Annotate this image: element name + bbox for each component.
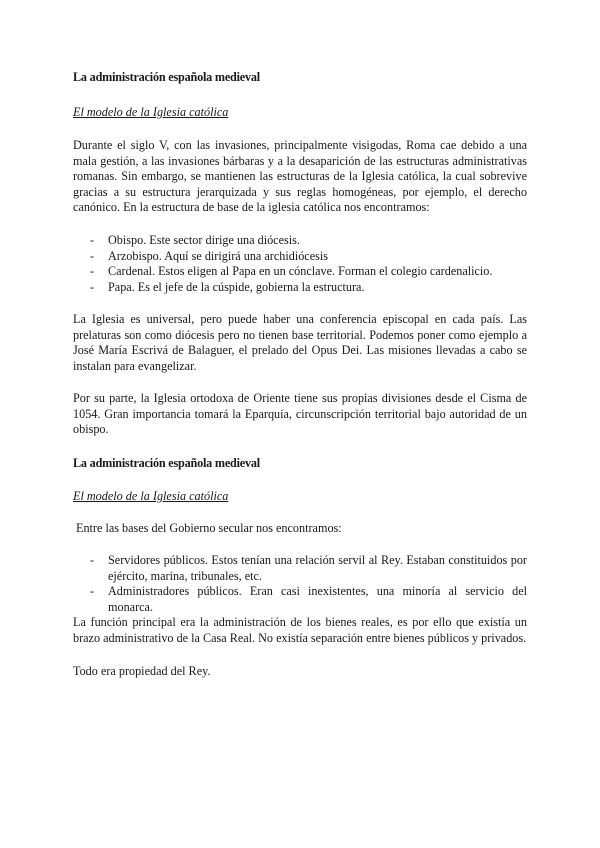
list-item: - Obispo. Este sector dirige una diócesis. bbox=[90, 233, 300, 247]
dash-bullet: - bbox=[90, 248, 95, 263]
section2-intro-paragraph: Entre las bases del Gobierno secular nos encontramos: bbox=[76, 521, 342, 535]
list-item: - Cardenal. Estos eligen al Papa en un cónclave. Forman el colegio cardenalicio. bbox=[90, 264, 493, 278]
dash-bullet: - bbox=[90, 233, 95, 247]
section2-paragraph-2: La función principal era la administración de los bienes reales, es por ello que existía un brazo administrativo de la Casa Real. No existía separación entre bienes públicos y privados. bbox=[73, 615, 527, 645]
list-item: - Administradores públicos. Eran casi inexistentes, una minoría al servicio del monarca. bbox=[90, 584, 527, 614]
section2-subheading: El modelo de la Iglesia católica bbox=[73, 489, 229, 503]
dash-bullet: - bbox=[90, 553, 95, 567]
section1-intro-paragraph: Durante el siglo V, con las invasiones, principalmente visigodas, Roma cae debido a una mala gestión, a las invasiones bárbaras y a la desaparición de las estructuras administrativas romanas. Sin embargo, se mantienen las estructuras de la Iglesia católica, la cual sobrevive gracias a su estructura jerarquizada y sus reglas homogéneas, por ejemplo, el derecho canónico. En la estructura de base de la iglesia católica nos encontramos: bbox=[73, 138, 527, 214]
dash-bullet: - bbox=[90, 264, 95, 278]
section1-list bbox=[73, 233, 527, 295]
section1-heading: La administración española medieval bbox=[73, 70, 260, 84]
list-item: - Arzobispo. Aquí se dirigirá una archidiócesis bbox=[90, 248, 328, 263]
list-item: - Servidores públicos. Estos tenían una relación servil al Rey. Estaban constituidos por ejército, marina, tribunales, etc. bbox=[90, 553, 527, 583]
section1-paragraph-3: Por su parte, la Iglesia ortodoxa de Oriente tiene sus propias divisiones desde el Cisma de 1054. Gran importancia tomará la Eparquía, circunscripción territorial bajo autoridad de un obispo. bbox=[73, 391, 527, 436]
section2-list bbox=[73, 553, 527, 615]
list-item: - Papa. Es el jefe de la cúspide, gobierna la estructura. bbox=[90, 279, 365, 294]
dash-bullet: - bbox=[90, 584, 95, 598]
section2-heading: La administración española medieval bbox=[73, 456, 260, 470]
section2-paragraph-3: Todo era propiedad del Rey. bbox=[73, 664, 211, 678]
dash-bullet: - bbox=[90, 279, 95, 294]
section1-subheading: El modelo de la Iglesia católica bbox=[73, 105, 229, 119]
section1-paragraph-2: La Iglesia es universal, pero puede haber una conferencia episcopal en cada país. Las prelaturas son como diócesis pero no tienen base territorial. Podemos poner como ejemplo a José María Escrivá de Balaguer, el prelado del Opus Dei. Las misiones llevadas a cabo se instalan para evangelizar. bbox=[73, 312, 527, 373]
